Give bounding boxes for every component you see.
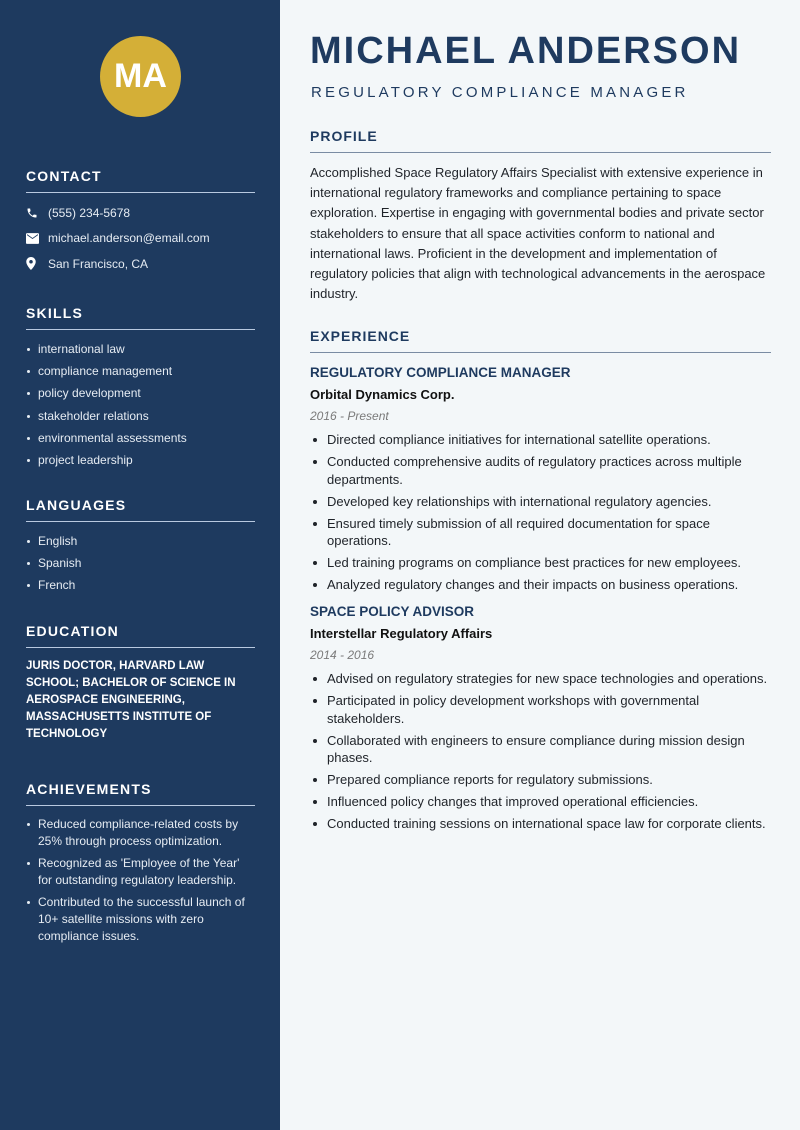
languages-list xyxy=(26,531,255,598)
profile-heading: PROFILE xyxy=(310,128,771,153)
location-pin-icon xyxy=(26,257,48,270)
avatar xyxy=(100,36,181,117)
candidate-title: REGULATORY COMPLIANCE MANAGER xyxy=(311,84,689,101)
skill-item: policy development xyxy=(26,383,255,405)
skill-item: international law xyxy=(26,339,255,361)
language-item: Spanish xyxy=(26,553,255,575)
job-bullets xyxy=(310,670,771,833)
contact-phone xyxy=(26,200,255,226)
job-bullet: Participated in policy development workshops with governmental stakeholders. xyxy=(310,692,771,727)
job-bullet: Led training programs on compliance best practices for new employees. xyxy=(310,554,771,572)
skill-item: environmental assessments xyxy=(26,428,255,450)
job-company: Interstellar Regulatory Affairs xyxy=(310,625,493,641)
job-dates: 2014 - 2016 xyxy=(310,647,375,662)
job-title: REGULATORY COMPLIANCE MANAGER xyxy=(310,365,571,380)
job-bullet: Developed key relationships with international regulatory agencies. xyxy=(310,493,771,511)
job-bullet: Influenced policy changes that improved operational efficiencies. xyxy=(310,793,771,811)
achievement-item: Contributed to the successful launch of 10+ satellite missions with zero compliance issues. xyxy=(26,894,255,945)
job-bullet: Ensured timely submission of all required documentation for space operations. xyxy=(310,515,771,550)
achievements-section xyxy=(26,781,255,950)
location-text: San Francisco, CA xyxy=(48,256,149,271)
job-bullet: Conducted comprehensive audits of regulatory practices across multiple departments. xyxy=(310,453,771,488)
achievement-item: Reduced compliance-related costs by 25% through process optimization. xyxy=(26,816,255,850)
languages-heading: LANGUAGES xyxy=(26,497,255,522)
contact-heading: CONTACT xyxy=(26,168,255,193)
job-bullet: Prepared compliance reports for regulatory submissions. xyxy=(310,771,771,789)
email-icon xyxy=(26,233,48,244)
profile-section xyxy=(310,128,771,304)
skill-item: compliance management xyxy=(26,361,255,383)
contact-location xyxy=(26,251,255,277)
job-company: Orbital Dynamics Corp. xyxy=(310,387,455,402)
job-bullet: Conducted training sessions on international space law for corporate clients. xyxy=(310,815,771,833)
skills-heading: SKILLS xyxy=(26,305,255,330)
job-bullet: Collaborated with engineers to ensure compliance during mission design phases. xyxy=(310,732,771,767)
job-bullet: Analyzed regulatory changes and their impacts on business operations. xyxy=(310,576,771,594)
education-heading: EDUCATION xyxy=(26,623,255,648)
achievement-item: Recognized as 'Employee of the Year' for outstanding regulatory leadership. xyxy=(26,855,255,889)
job-bullets xyxy=(310,431,771,594)
candidate-name: MICHAEL ANDERSON xyxy=(310,30,742,72)
achievements-heading: ACHIEVEMENTS xyxy=(26,781,255,806)
education-section xyxy=(26,623,255,743)
contact-email xyxy=(26,226,255,252)
skill-item: project leadership xyxy=(26,450,255,472)
languages-section xyxy=(26,497,255,598)
job-entry xyxy=(310,365,771,594)
language-item: English xyxy=(26,531,255,553)
experience-section xyxy=(310,328,771,838)
job-title: SPACE POLICY ADVISOR xyxy=(310,603,475,619)
skills-section xyxy=(26,305,255,472)
achievements-list xyxy=(26,816,255,945)
profile-text: Accomplished Space Regulatory Affairs Specialist with extensive experience in international regulatory frameworks and compliance pertaining to space exploration. Expertise in engaging with governmental bodies and private sector stakeholders to ensure that all space activities conform to national and international laws. Proficient in the development and implementation of regulatory policies that align with technological advancements in the aerospace industry. xyxy=(310,165,766,302)
job-bullet: Advised on regulatory strategies for new space technologies and operations. xyxy=(310,670,771,688)
job-entry xyxy=(310,604,771,833)
email-text: michael.anderson@email.com xyxy=(48,231,210,246)
education-text: JURIS DOCTOR, HARVARD LAW SCHOOL; BACHELOR OF SCIENCE IN AEROSPACE ENGINEERING, MASSACHUSETTS INSTITUTE OF TECHNOLOGY xyxy=(26,660,236,740)
skills-list xyxy=(26,339,255,472)
contact-section xyxy=(26,168,255,277)
job-bullet: Directed compliance initiatives for international satellite operations. xyxy=(310,431,771,449)
skill-item: stakeholder relations xyxy=(26,406,255,428)
phone-text: (555) 234-5678 xyxy=(48,205,131,220)
avatar-initials: MA xyxy=(114,57,167,95)
language-item: French xyxy=(26,575,255,597)
job-dates: 2016 - Present xyxy=(310,409,389,423)
experience-heading: EXPERIENCE xyxy=(310,328,771,353)
phone-icon xyxy=(26,207,48,219)
